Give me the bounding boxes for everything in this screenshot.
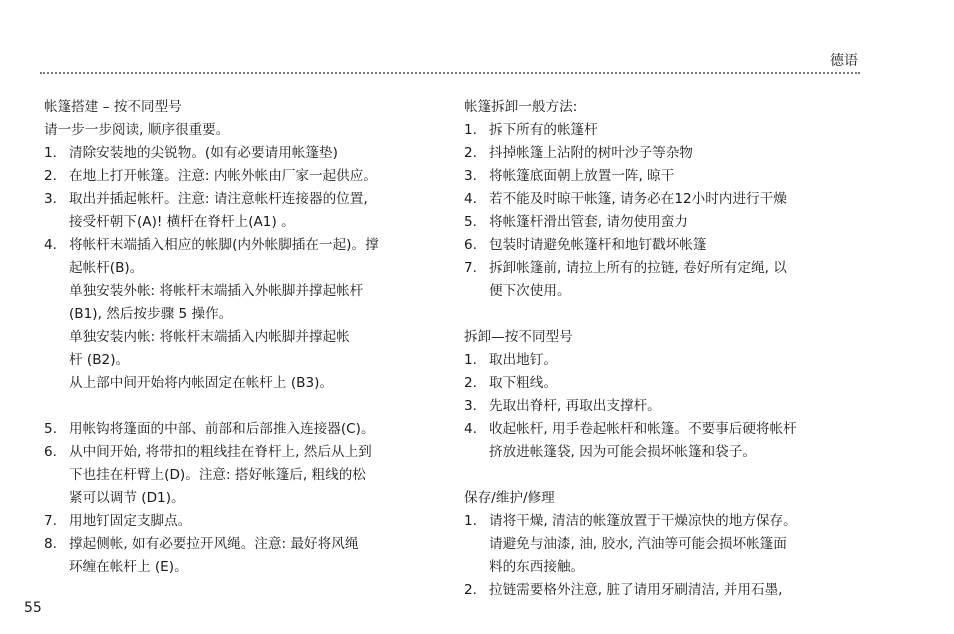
list-item-text: 将帐篷底面朝上放置一阵, 晾干 bbox=[489, 168, 675, 184]
list-item-number: 2. bbox=[464, 582, 477, 598]
dotted-divider bbox=[40, 72, 860, 74]
list-item-number: 1. bbox=[464, 352, 477, 368]
list-item-text: 撑起侧帐, 如有必要拉开风绳。注意: 最好将风绳 bbox=[69, 536, 359, 552]
list-item-text: 环缠在帐杆上 (E)。 bbox=[69, 559, 188, 575]
list-item bbox=[44, 165, 444, 188]
list-item-number: 4. bbox=[464, 421, 477, 437]
list-item bbox=[464, 510, 864, 579]
list-item-number: 6. bbox=[464, 237, 477, 253]
setup-intro: 请一步一步阅读, 顺序很重要。 bbox=[44, 122, 230, 138]
sub-paragraph-text: 单独安装内帐: 将帐杆末端插入内帐脚并撑起帐 bbox=[69, 329, 350, 345]
list-item-text: 先取出脊杆, 再取出支撑杆。 bbox=[489, 398, 661, 414]
list-item-text: 用地钉固定支脚点。 bbox=[69, 513, 192, 529]
list-item bbox=[464, 119, 864, 142]
list-item bbox=[44, 441, 444, 510]
setup-sub-paragraphs bbox=[44, 280, 444, 395]
list-item-text: 接受杆朝下(A)! 横杆在脊杆上(A1) 。 bbox=[69, 214, 295, 230]
takedown-general-steps bbox=[464, 119, 864, 303]
sub-paragraph-text: (B1), 然后按步骤 5 操作。 bbox=[69, 306, 233, 322]
takedown-model-title: 拆卸—按不同型号 bbox=[464, 329, 573, 345]
setup-title: 帐篷搭建 – 按不同型号 bbox=[44, 99, 182, 115]
list-item bbox=[464, 188, 864, 211]
list-item-text: 用帐钩将篷面的中部、前部和后部推入连接器(C)。 bbox=[69, 421, 375, 437]
list-item-text: 请将干燥, 清洁的帐篷放置于干燥凉快的地方保存。 bbox=[489, 513, 797, 529]
list-item-text: 取出地钉。 bbox=[489, 352, 557, 368]
list-item bbox=[464, 372, 864, 395]
list-item-text: 下也挂在杆臂上(D)。注意: 搭好帐篷后, 粗线的松 bbox=[69, 467, 366, 483]
list-item bbox=[44, 188, 444, 234]
takedown-model-steps bbox=[464, 349, 864, 464]
sub-paragraph bbox=[44, 326, 444, 372]
list-item-number: 2. bbox=[464, 375, 477, 391]
care-steps bbox=[464, 510, 864, 602]
list-item bbox=[464, 165, 864, 188]
list-item-text: 包装时请避免帐篷杆和地钉戳坏帐篷 bbox=[489, 237, 707, 253]
right-column bbox=[464, 96, 864, 602]
list-item-text: 便下次使用。 bbox=[489, 283, 571, 299]
list-item bbox=[464, 211, 864, 234]
list-item bbox=[464, 142, 864, 165]
list-item-number: 4. bbox=[44, 237, 57, 253]
list-item-text: 起帐杆(B)。 bbox=[69, 260, 144, 276]
list-item-number: 7. bbox=[44, 513, 57, 529]
list-item-number: 3. bbox=[464, 398, 477, 414]
list-item-text: 拆下所有的帐篷杆 bbox=[489, 122, 598, 138]
list-item-text: 拉链需要格外注意, 脏了请用牙刷清洁, 并用石墨, bbox=[489, 582, 783, 598]
list-item-text: 取出并插起帐杆。注意: 请注意帐杆连接器的位置, bbox=[69, 191, 368, 207]
list-item bbox=[464, 257, 864, 303]
list-item-text: 将帐杆末端插入相应的帐脚(内外帐脚插在一起)。撑 bbox=[69, 237, 379, 253]
list-item-number: 2. bbox=[464, 145, 477, 161]
list-item bbox=[44, 533, 444, 579]
list-item-number: 5. bbox=[44, 421, 57, 437]
takedown-general-title: 帐篷拆卸一般方法: bbox=[464, 99, 578, 115]
sub-paragraph-text: 单独安装外帐: 将帐杆末端插入外帐脚并撑起帐杆 bbox=[69, 283, 364, 299]
list-item-number: 4. bbox=[464, 191, 477, 207]
list-item-number: 1. bbox=[44, 145, 57, 161]
list-item-number: 7. bbox=[464, 260, 477, 276]
list-item-number: 5. bbox=[464, 214, 477, 230]
list-item-text: 从中间开始, 将带扣的粗线挂在脊杆上, 然后从上到 bbox=[69, 444, 372, 460]
list-item bbox=[464, 234, 864, 257]
spacer bbox=[464, 464, 864, 487]
setup-steps-b bbox=[44, 418, 444, 579]
list-item-text: 料的东西接触。 bbox=[489, 559, 585, 575]
list-item-text: 请避免与油漆, 油, 胶水, 汽油等可能会损坏帐篷面 bbox=[489, 536, 787, 552]
list-item-text: 将帐篷杆滑出管套, 请勿使用蛮力 bbox=[489, 214, 688, 230]
list-item bbox=[464, 418, 864, 464]
list-item bbox=[464, 579, 864, 602]
list-item-text: 若不能及时晾干帐篷, 请务必在12小时内进行干燥 bbox=[489, 191, 787, 207]
list-item-text: 取下粗线。 bbox=[489, 375, 557, 391]
sub-paragraph-text: 从上部中间开始将内帐固定在帐杆上 (B3)。 bbox=[69, 375, 333, 391]
list-item-number: 1. bbox=[464, 513, 477, 529]
sub-paragraph bbox=[44, 372, 444, 395]
list-item bbox=[44, 510, 444, 533]
care-title: 保存/维护/修理 bbox=[464, 490, 555, 506]
list-item bbox=[464, 395, 864, 418]
list-item bbox=[44, 234, 444, 280]
list-item bbox=[44, 418, 444, 441]
list-item-text: 拆卸帐篷前, 请拉上所有的拉链, 卷好所有定绳, 以 bbox=[489, 260, 787, 276]
page-number: 55 bbox=[24, 600, 42, 616]
list-item-number: 3. bbox=[464, 168, 477, 184]
language-label: 德语 bbox=[830, 53, 858, 69]
left-column bbox=[44, 96, 444, 579]
sub-paragraph-text: 杆 (B2)。 bbox=[69, 352, 130, 368]
list-item bbox=[44, 142, 444, 165]
sub-paragraph bbox=[44, 280, 444, 326]
list-item-text: 清除安装地的尖锐物。(如有必要请用帐篷垫) bbox=[69, 145, 338, 161]
list-item-text: 抖掉帐篷上沾附的树叶沙子等杂物 bbox=[489, 145, 693, 161]
spacer bbox=[464, 303, 864, 326]
list-item-number: 6. bbox=[44, 444, 57, 460]
list-item-text: 在地上打开帐篷。注意: 内帐外帐由厂家一起供应。 bbox=[69, 168, 377, 184]
list-item-number: 2. bbox=[44, 168, 57, 184]
list-item-number: 1. bbox=[464, 122, 477, 138]
list-item-text: 收起帐杆, 用手卷起帐杆和帐篷。不要事后硬将帐杆 bbox=[489, 421, 797, 437]
list-item-number: 3. bbox=[44, 191, 57, 207]
list-item bbox=[464, 349, 864, 372]
spacer bbox=[44, 395, 444, 418]
setup-steps-a bbox=[44, 142, 444, 280]
list-item-text: 紧可以调节 (D1)。 bbox=[69, 490, 185, 506]
list-item-text: 挤放进帐篷袋, 因为可能会损坏帐篷和袋子。 bbox=[489, 444, 756, 460]
list-item-number: 8. bbox=[44, 536, 57, 552]
